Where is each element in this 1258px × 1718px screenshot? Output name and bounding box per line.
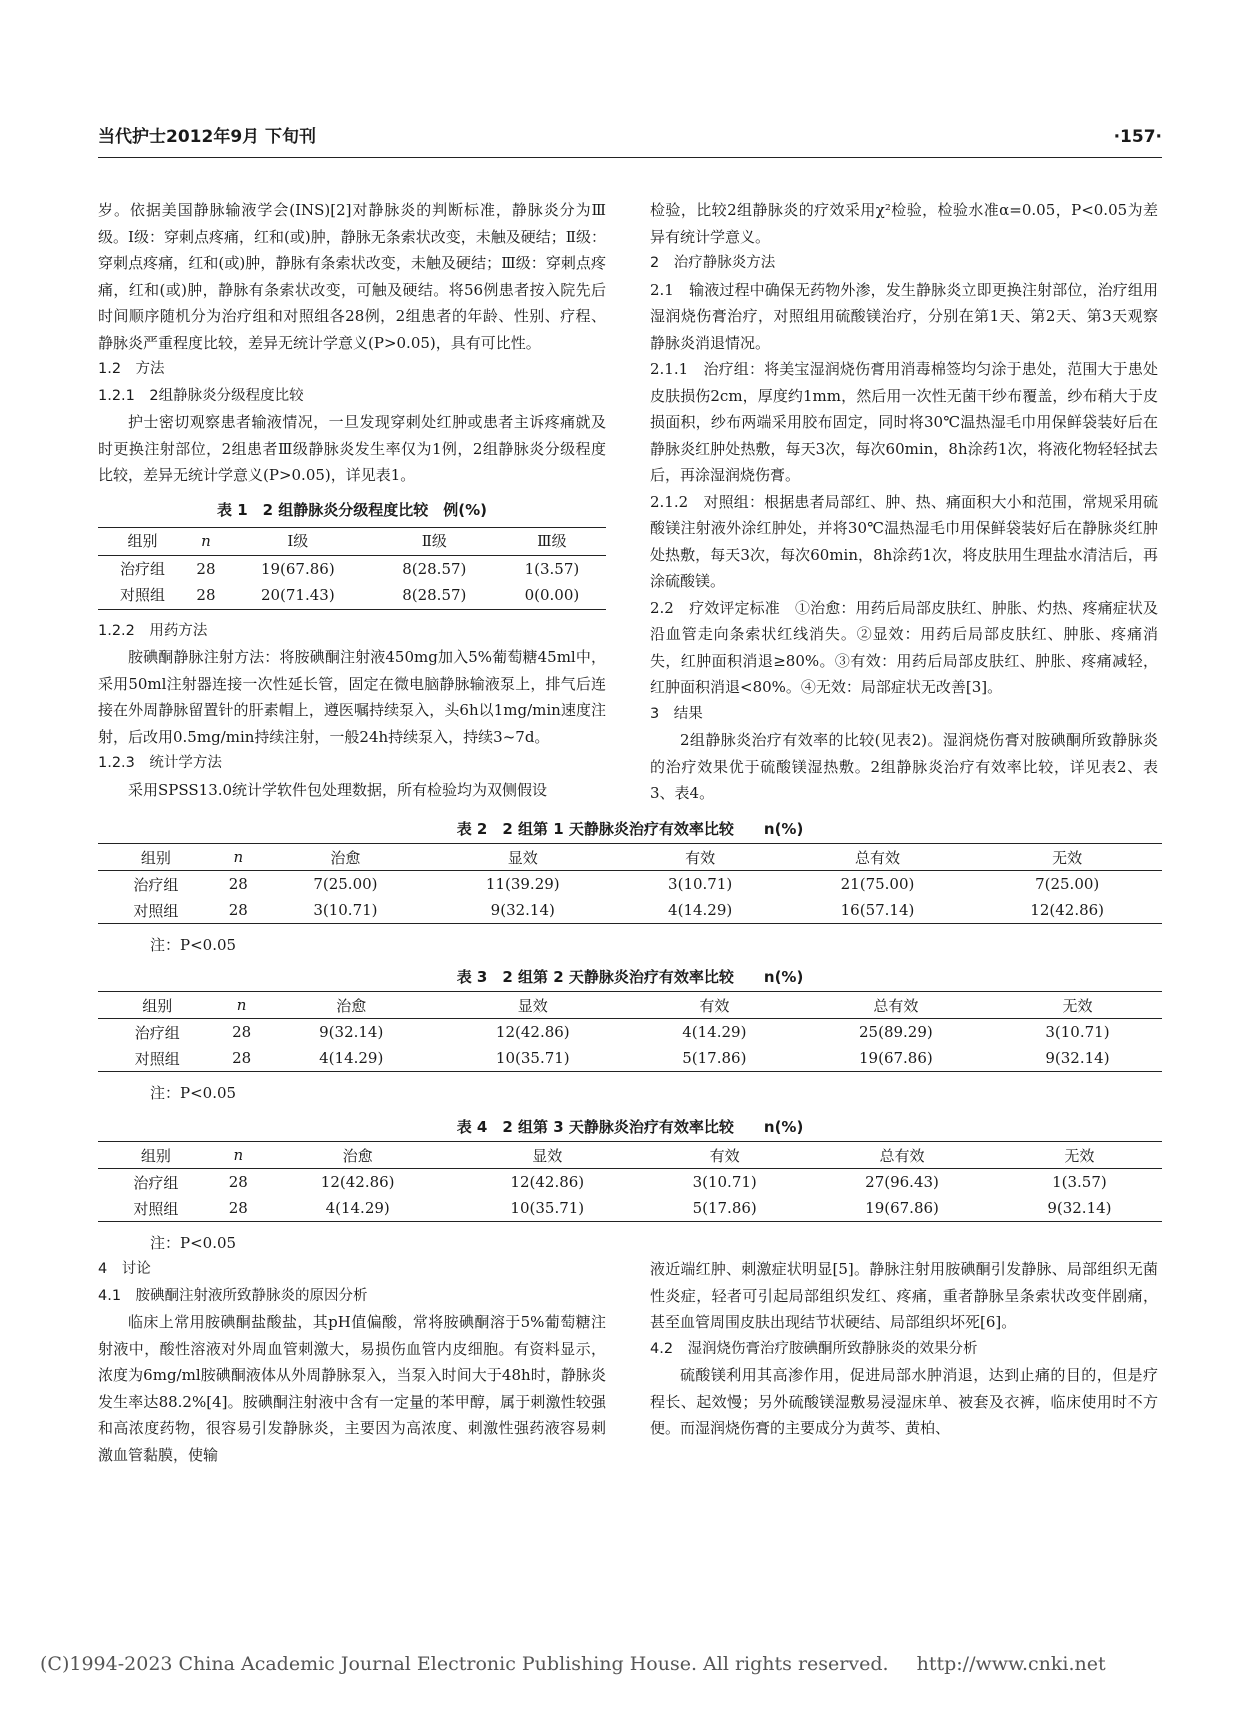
section-heading: 4.2 湿润烧伤膏治疗胺碘酮所致静脉炎的效果分析 (650, 1340, 978, 1357)
table-cell: 1(3.57) (1052, 1173, 1107, 1191)
paragraph: 硫酸镁利用其高渗作用，促进局部水肿消退，达到止痛的目的，但是疗程长、起效慢；另外硫酸镁湿敷易浸湿床单、被套及衣裤，临床使用时不方便。而湿润烧伤膏的主要成分为黄芩、黄柏、 (650, 1366, 1158, 1437)
section-heading: 1.2 方法 (98, 361, 165, 377)
table-header-row (98, 528, 606, 556)
table-header-cell: 显效 (507, 848, 538, 867)
table-header-cell: 无效 (1064, 1146, 1095, 1165)
table-row (98, 1019, 1162, 1046)
table-header-cell: n (233, 848, 244, 866)
table-header-cell: 有效 (699, 996, 730, 1015)
table-header-cell: 无效 (1052, 848, 1083, 867)
table-cell: 20(71.43) (260, 586, 335, 604)
paragraph: 护士密切观察患者输液情况，一旦发现穿刺处红肿或患者主诉疼痛就及时更换注射部位，2组患者Ⅲ级静脉炎发生率仅为1例，2组静脉炎分级程度比较，差异无统计学意义(P>0.05)，详见表1。 (98, 413, 606, 484)
table-row (98, 897, 1162, 924)
right-column (650, 197, 1158, 807)
paragraph: 采用SPSS13.0统计学软件包处理数据，所有检验均为双侧假设 (128, 780, 548, 799)
table-cell: 19(67.86) (859, 1049, 933, 1067)
table-caption: 表 3 2 组第 2 天静脉炎治疗有效率比较 n(%) (456, 968, 804, 986)
table-header-cell: 总有效 (873, 996, 919, 1015)
table-1 (98, 527, 606, 610)
paragraph: 2组静脉炎治疗有效率的比较(见表2)。湿润烧伤膏对胺碘酮所致静脉炎的治疗效果优于硫酸镁湿热敷。2组静脉炎治疗有效率比较，详见表2、表3、表4。 (650, 731, 1158, 802)
left-column (98, 197, 606, 803)
table-4 (98, 1141, 1162, 1222)
table-cell: 28 (228, 1173, 248, 1191)
table-note: 注：P<0.05 (150, 1084, 237, 1102)
paragraph: 检验，比较2组静脉炎的疗效采用χ²检验，检验水准α=0.05，P<0.05为差异有统计学意义。 (650, 201, 1158, 246)
table-caption: 表 1 2 组静脉炎分级程度比较 例(%) (216, 500, 488, 519)
cnki-link[interactable]: http://www.cnki.net (916, 1653, 1106, 1675)
table-cell: 治疗组 (134, 1023, 180, 1042)
running-header (98, 122, 1162, 158)
table-cell: 9(32.14) (1047, 1199, 1112, 1217)
table-header-row (98, 844, 1162, 871)
table-caption: 表 4 2 组第 3 天静脉炎治疗有效率比较 n(%) (456, 1118, 804, 1136)
table-3-block (98, 958, 1162, 1103)
table-cell: 治疗组 (133, 1173, 179, 1192)
table-header-cell: 有效 (709, 1146, 740, 1165)
table-row (98, 582, 606, 609)
section-heading: 4 讨论 (98, 1261, 151, 1277)
table-cell: 5(17.86) (692, 1199, 757, 1217)
table-cell: 4(14.29) (668, 901, 733, 919)
table-cell: 8(28.57) (402, 586, 467, 604)
table-header-cell: 无效 (1062, 996, 1093, 1015)
table-cell: 12(42.86) (510, 1173, 585, 1191)
table-header-cell: 治愈 (342, 1146, 373, 1165)
table-cell: 9(32.14) (1045, 1049, 1110, 1067)
paragraph: 液近端红肿、刺激症状明显[5]。静脉注射用胺碘酮引发静脉、局部组织无菌性炎症，轻者可引起局部组织发红、疼痛，重者静脉呈条索状改变伴剧痛，甚至血管周围皮肤出现结节状硬结、局部组织坏死[6]。 (650, 1260, 1158, 1331)
table-3 (98, 991, 1162, 1072)
table-cell: 0(0.00) (524, 586, 580, 604)
table-cell: 12(42.86) (1030, 901, 1105, 919)
table-row (98, 1169, 1162, 1196)
table-cell: 对照组 (133, 1199, 179, 1218)
table-cell: 10(35.71) (495, 1049, 570, 1067)
table-cell: 7(25.00) (313, 875, 378, 893)
table-header-cell: 组别 (127, 532, 158, 550)
page-number: ·157· (1113, 127, 1162, 147)
table-cell: 5(17.86) (682, 1049, 747, 1067)
table-cell: 4(14.29) (325, 1199, 390, 1217)
table-cell: 16(57.14) (840, 901, 915, 919)
section-heading: 3 结果 (650, 705, 703, 722)
table-cell: 对照组 (134, 1049, 180, 1068)
table-cell: 28 (196, 559, 216, 578)
paragraph: 2.1.1 治疗组：将美宝湿润烧伤膏用消毒棉签均匀涂于患处，范围大于患处皮肤损伤2cm，厚度约1mm，然后用一次性无菌干纱布覆盖，纱布稍大于皮损面积，纱布两端采用胶布固定，同时将30℃温热湿毛巾用保鲜袋装好后在静脉炎红肿处热敷，每天3次，每次60min，8h涂药1次，将液化物轻轻拭去后，再涂湿润烧伤膏。 (650, 360, 1158, 484)
table-cell: 治疗组 (120, 559, 166, 578)
paragraph: 2.2 疗效评定标准 ①治愈：用药后局部皮肤红、肿胀、灼热、疼痛症状及沿血管走向条索状红线消失。②显效：用药后局部皮肤红、肿胀、疼痛消失，红肿面积消退≥80%。③有效：用药后局部皮肤红、肿胀、疼痛减轻，红肿面积消退<80%。④无效：局部症状无改善[3]。 (650, 598, 1158, 696)
table-header-cell: 治愈 (336, 996, 367, 1015)
table-cell: 4(14.29) (682, 1023, 747, 1041)
table-header-cell: n (236, 996, 247, 1014)
table-cell: 12(42.86) (495, 1023, 570, 1041)
section-heading: 1.2.2 用药方法 (98, 622, 208, 639)
table-cell: 3(10.71) (313, 901, 378, 919)
table-2 (98, 843, 1162, 924)
table-2-block (98, 810, 1162, 955)
table-cell: 3(10.71) (692, 1173, 757, 1191)
table-cell: 1(3.57) (524, 559, 580, 578)
paragraph: 胺碘酮静脉注射方法：将胺碘酮注射液450mg加入5%葡萄糖45ml中，采用50ml注射器连接一次性延长管，固定在微电脑静脉输液泵上，排气后连接在外周静脉留置针的肝素帽上，遵医嘱持续泵入，头6h以1mg/min速度注射，后改用0.5mg/min持续注射，一般24h持续泵入，持续3~7d。 (98, 648, 606, 746)
table-cell: 21(75.00) (840, 875, 915, 893)
paragraph: 岁。依据美国静脉输液学会(INS)[2]对静脉炎的判断标准，静脉炎分为Ⅲ级。Ⅰ级：穿刺点疼痛，红和(或)肿，静脉无条索状改变，未触及硬结；Ⅱ级：穿刺点疼痛，红和(或)肿，静脉有条索状改变，未触及硬结；Ⅲ级：穿刺点疼痛，红和(或)肿，静脉有条索状改变，可触及硬结。将56例患者按入院先后时间顺序随机分为治疗组和对照组各28例，2组患者的年龄、性别、疗程、静脉炎严重程度比较，差异无统计学意义(P>0.05)，具有可比性。 (98, 201, 606, 352)
paragraph: 2.1.2 对照组：根据患者局部红、肿、热、痛面积大小和范围，常规采用硫酸镁注射液外涂红肿处，并将30℃温热湿毛巾用保鲜袋装好后在静脉炎红肿处热敷，每天3次，每次60min，8h涂药1次，将皮肤用生理盐水清洁后，再涂硫酸镁。 (650, 492, 1158, 590)
left-column-bottom (98, 1256, 606, 1468)
table-header-cell: Ⅲ级 (537, 532, 567, 550)
section-heading: 2 治疗静脉炎方法 (650, 255, 776, 271)
table-header-cell: 总有效 (879, 1146, 925, 1165)
table-cell: 28 (232, 1023, 252, 1041)
table-header-cell: Ⅱ级 (421, 532, 447, 550)
table-header-cell: 有效 (685, 848, 716, 867)
table-row (98, 1195, 1162, 1222)
paragraph: 临床上常用胺碘酮盐酸盐，其pH值偏酸，常将胺碘酮溶于5%葡萄糖注射液中，酸性溶液对外周血管刺激大，易损伤血管内皮细胞。有资料显示，浓度为6mg/ml胺碘酮液体从外周静脉泵入，当泵入时间大于48h时，静脉炎发生率达88.2%[4]。胺碘酮注射液中含有一定量的苯甲醇，属于刺激性较强和高浓度药物，很容易引发静脉炎，主要因为高浓度、刺激性强药液容易刺激血管黏膜，使输 (98, 1313, 606, 1464)
section-heading: 1.2.3 统计学方法 (98, 755, 222, 771)
table-cell: 7(25.00) (1035, 875, 1100, 893)
table-cell: 19(67.86) (260, 559, 335, 578)
copyright-text: (C)1994-2023 China Academic Journal Electronic Publishing House. All rights reserved. (40, 1653, 889, 1675)
table-cell: 28 (228, 875, 248, 893)
table-header-cell: 组别 (140, 848, 171, 867)
table-cell: 27(96.43) (865, 1173, 939, 1191)
table-header-cell: 显效 (532, 1146, 563, 1165)
table-cell: 8(28.57) (402, 559, 467, 578)
table-cell: 9(32.14) (319, 1023, 384, 1041)
table-header-cell: n (201, 532, 211, 550)
table-cell: 3(10.71) (668, 875, 733, 893)
table-cell: 28 (232, 1049, 252, 1067)
table-note: 注：P<0.05 (150, 1234, 237, 1252)
table-cell: 对照组 (120, 586, 166, 604)
table-header-cell: Ⅰ级 (287, 532, 309, 550)
section-heading: 1.2.1 2组静脉炎分级程度比较 (98, 387, 304, 404)
table-cell: 11(39.29) (485, 875, 560, 893)
table-row (98, 555, 606, 582)
right-column-bottom (650, 1256, 1158, 1442)
table-caption: 表 2 2 组第 1 天静脉炎治疗有效率比较 n(%) (456, 820, 804, 838)
table-cell: 25(89.29) (859, 1023, 933, 1041)
table-header-cell: 总有效 (855, 848, 901, 867)
table-header-cell: 显效 (517, 996, 548, 1015)
table-4-block (98, 1108, 1162, 1253)
table-header-row (98, 1142, 1162, 1169)
table-header-cell: 组别 (142, 996, 173, 1015)
table-cell: 9(32.14) (490, 901, 555, 919)
table-cell: 对照组 (133, 901, 179, 920)
table-row (98, 1045, 1162, 1072)
table-note: 注：P<0.05 (150, 936, 237, 954)
table-header-cell: 治愈 (330, 848, 361, 867)
paragraph: 2.1 输液过程中确保无药物外渗，发生静脉炎立即更换注射部位，治疗组用湿润烧伤膏治疗，对照组用硫酸镁治疗，分别在第1天、第2天、第3天观察静脉炎消退情况。 (650, 280, 1158, 352)
journal-issue: 当代护士2012年9月 下旬刊 (98, 127, 317, 147)
table-cell: 治疗组 (133, 875, 179, 894)
table-row (98, 871, 1162, 898)
table-header-cell: n (233, 1146, 244, 1164)
table-cell: 10(35.71) (510, 1199, 585, 1217)
table-cell: 28 (228, 901, 248, 919)
table-header-cell: 组别 (140, 1146, 171, 1165)
table-cell: 28 (196, 586, 216, 604)
table-cell: 4(14.29) (319, 1049, 384, 1067)
table-header-row (98, 992, 1162, 1019)
table-cell: 3(10.71) (1045, 1023, 1110, 1041)
section-heading: 4.1 胺碘酮注射液所致静脉炎的原因分析 (98, 1287, 368, 1304)
table-cell: 28 (228, 1199, 248, 1217)
copyright-footer (40, 1653, 1106, 1675)
table-cell: 19(67.86) (865, 1199, 939, 1217)
table-cell: 12(42.86) (320, 1173, 395, 1191)
